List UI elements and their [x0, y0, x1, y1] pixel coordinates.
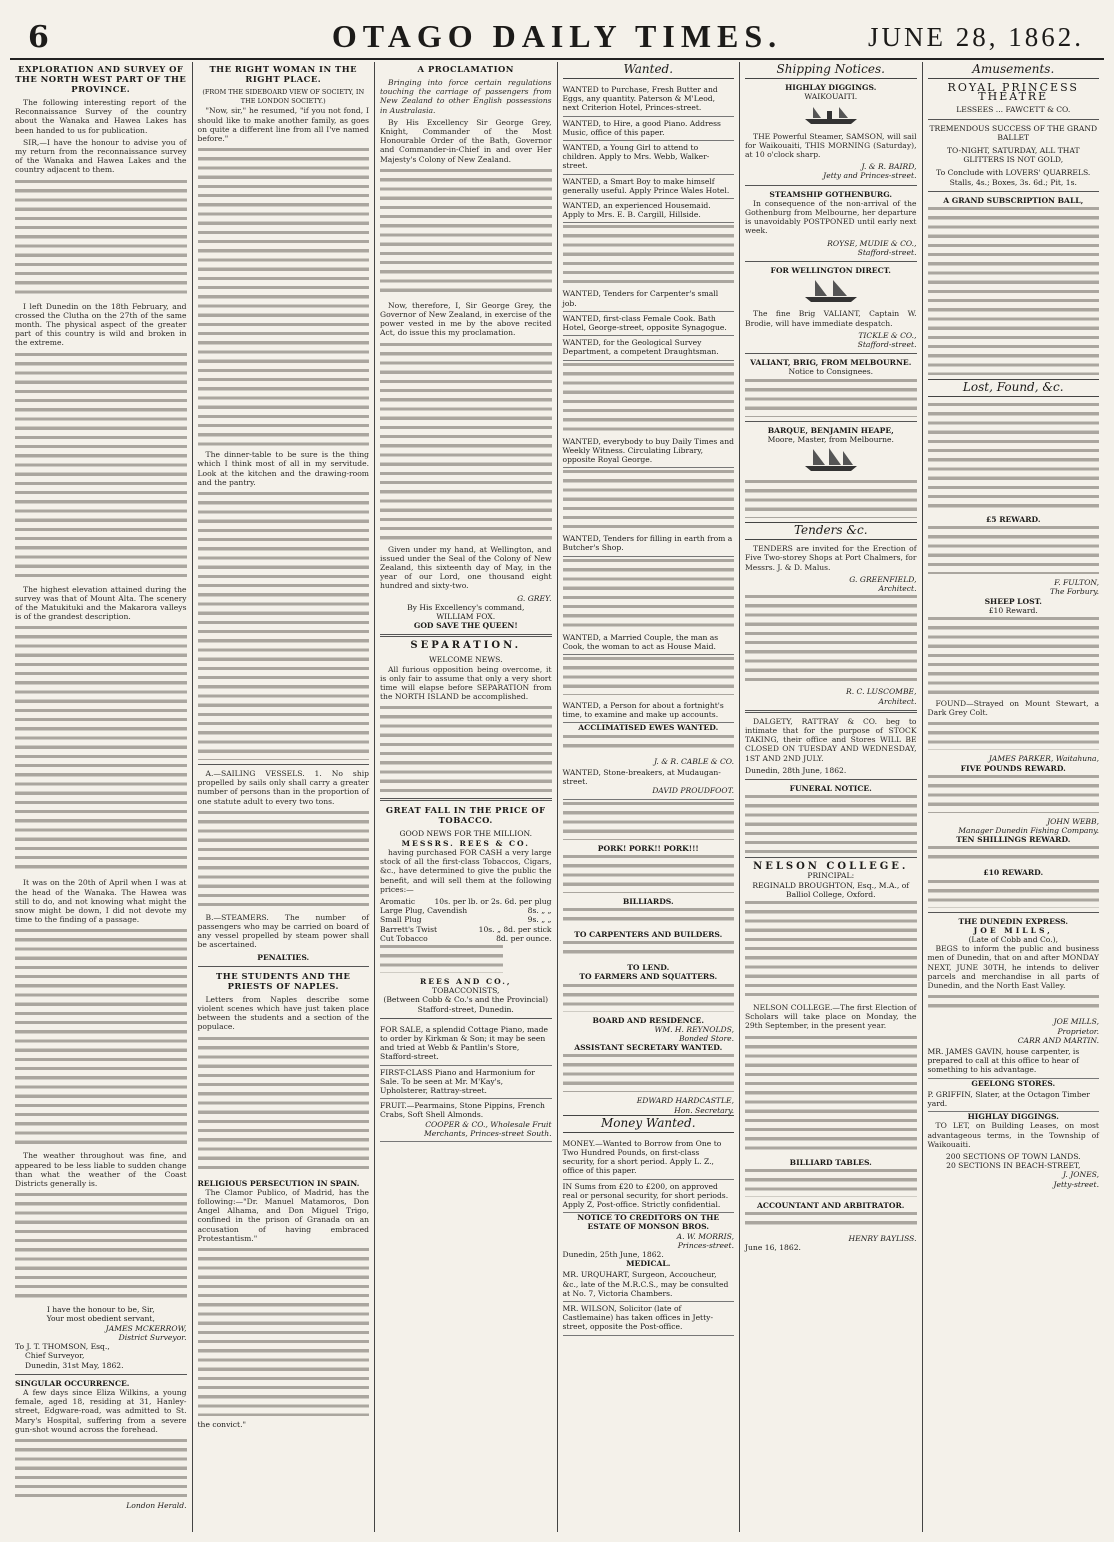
closing-line: Your most obedient servant,: [46, 1314, 155, 1324]
column-5: [740, 62, 923, 1532]
body-text-block: [928, 720, 1100, 750]
proclamation-body: Now, therefore, I, Sir George Grey, the Governor of New Zealand, in exercise of the power vested in me by the above recited Act, do issue this my proclamation.: [380, 300, 552, 338]
tobacco-sub: GOOD NEWS FOR THE MILLION.: [399, 829, 533, 839]
proclamation-given: Given under my hand, at Wellington, and issued under the Seal of the Colony of New Zealand, this sixteenth day of May, in the year of our Lord, one thousand eight hundred and sixty-two.: [380, 544, 552, 591]
separation-body: All furious opposition being overcome, it is only fair to assume that only a very short time will elapse before SEPARATION from the NORTH ISLAND be accomplished.: [380, 664, 552, 702]
body-text-block: [563, 557, 735, 627]
body-text-block: [380, 167, 552, 297]
wanted-ad: WANTED, a Person for about a fortnight's time, to examine and make up accounts.: [563, 699, 735, 723]
ad-subheading: WAIKOUAITI.: [804, 92, 858, 102]
body-text-block: [745, 478, 917, 518]
ad-heading: A GRAND SUBSCRIPTION BALL,: [943, 195, 1084, 205]
ad-heading: ASSISTANT SECRETARY WANTED.: [574, 1043, 723, 1053]
body-text-block: [15, 1437, 187, 1497]
ship-icon: [745, 104, 917, 128]
ad-subheading: Notice to Consignees.: [788, 367, 874, 377]
item-body: A few days since Eliza Wilkins, a young female, aged 18, residing at 31, Hanley-street, Edgware-road, was admitted to St. Mary's Hospital, suffering from a severe gun-shot wound across the forehead.: [15, 1387, 187, 1434]
ad-signature: J. & R. BAIRD,: [861, 162, 917, 172]
ad-heading: £5 REWARD.: [985, 515, 1041, 525]
ad-signature-role: Stafford-street.: [857, 247, 917, 257]
ad-signature-role: The Forbury.: [1050, 587, 1099, 597]
ad-signature: ROYSE, MUDIE & CO.,: [827, 238, 917, 248]
article-body: The Clamor Publico, of Madrid, has the following:—"Dr. Manuel Matamoros, Don Angel Alhama, and Don Miguel Trigo, confined in the prison of Granada on an accusation of having embraced Protestantism.": [197, 1187, 369, 1243]
body-text-block: [198, 1035, 370, 1175]
body-text-block: [563, 800, 735, 840]
section-tenders: Tenders &c.: [745, 522, 917, 540]
price-row: Aromatic 10s. per lb. or 2s. 6d. per plug: [380, 896, 552, 906]
body-text-block: [380, 341, 552, 541]
section-wanted: Wanted.: [563, 62, 735, 79]
ad-piano-harmonium: FIRST-CLASS Piano and Harmonium for Sale. To be seen at Mr. M'Kay's, Upholsterer, Rattray-street.: [380, 1066, 552, 1100]
tobacco-firm: MESSRS. REES & CO.: [401, 838, 530, 848]
body-text-block: [380, 943, 503, 973]
ship-ad: The fine Brig VALIANT, Captain W. Brodie, will have immediate despatch.: [745, 309, 917, 328]
money-ad: MONEY.—Wanted to Borrow from One to Two Hundred Pounds, on first-class security, for a short period. Apply L. Z., office of this paper.: [563, 1137, 735, 1180]
body-text-block: [745, 593, 917, 683]
ad-date: Dunedin, 25th June, 1862.: [562, 1249, 664, 1259]
wanted-ad: WANTED, a Married Couple, the man as Cook, the woman to act as House Maid.: [563, 631, 735, 655]
solicitor-ad: MR. WILSON, Solicitor (late of Castlemaine) has taken offices in Jetty-street, opposite the Post-office.: [563, 1302, 735, 1336]
penalties-heading: PENALTIES.: [257, 952, 310, 962]
ad-piano: FOR SALE, a splendid Cottage Piano, made to order by Kirkman & Son; it may be seen and tried at Webb & Pantlin's Store, Stafford-street.: [380, 1023, 552, 1066]
god-save-queen: GOD SAVE THE QUEEN!: [413, 621, 518, 631]
ad-signature: J. & R. CABLE & CO.: [653, 756, 734, 766]
body-text-block: [928, 993, 1100, 1013]
body-text-block: [198, 809, 370, 909]
body-text-block: [15, 178, 187, 298]
wanted-ad: WANTED, everybody to buy Daily Times and Weekly Witness. Circulating Library, opposite Royal George.: [563, 435, 735, 469]
article-body: "Now, sir," he resumed, "if you not fond, I should like to make another family, as goes on quite a different line from all I've named before.": [197, 106, 369, 144]
medical-ad: MR. URQUHART, Surgeon, Accoucheur, &c., late of the M.R.C.S., may be consulted at No. 7, Victoria Chambers.: [563, 1268, 735, 1302]
article-heading: THE STUDENTS AND THE PRIESTS OF NAPLES.: [216, 970, 351, 991]
to-let-ad: TO LET, on Building Leases, on most advantageous terms, in the Township of Waikouaiti.: [927, 1121, 1099, 1149]
ad-heading: FOR WELLINGTON DIRECT.: [770, 266, 891, 276]
tobacco-body: having purchased FOR CASH a very large stock of all the first-class Tobaccos, Cigars, &c., have determined to give the public the benefit, and will sell them at the following prices:—: [380, 847, 552, 894]
ad-signature: R. C. LUSCOMBE,: [846, 687, 917, 697]
ad-heading: FUNERAL NOTICE.: [789, 783, 872, 793]
wanted-ad: WANTED, an experienced Housemaid. Apply to Mrs. E. B. Cargill, Hillside.: [563, 199, 735, 223]
ad-heading: TO CARPENTERS AND BUILDERS.: [574, 929, 723, 939]
ad-heading: NELSON COLLEGE.: [753, 861, 909, 873]
section-shipping: Shipping Notices.: [745, 62, 917, 79]
wanted-ad: WANTED, Tenders for filling in earth from a Butcher's Shop.: [563, 532, 735, 556]
ad-signature-role: Stafford-street.: [857, 340, 917, 350]
newspaper-title: OTAGO DAILY TIMES.: [331, 18, 783, 54]
article-body: It was on the 20th of April when I was at the head of the Wanaka. The Hawea was still to do, and not knowing what might the snow might be down, I did not devote my time to the finding of a passage.: [15, 878, 187, 925]
ad-signature: JOE MILLS,: [1053, 1017, 1099, 1027]
body-text-block: [15, 927, 187, 1147]
express-body: BEGS to inform the public and business men of Dunedin, that on and after MONDAY NEXT, JUNE 30TH, he intends to deliver parcels and merchandise in all parts of Dunedin, and the North East Valley.: [927, 944, 1099, 991]
body-text-block: [563, 906, 735, 926]
success: TREMENDOUS SUCCESS OF THE GRAND BALLET: [929, 123, 1098, 142]
ad-heading: ACCOUNTANT AND ARBITRATOR.: [757, 1200, 905, 1210]
item-heading: SINGULAR OCCURRENCE.: [15, 1378, 130, 1388]
ad-date: June 16, 1862.: [745, 1243, 801, 1253]
ship-icon: [745, 278, 917, 306]
price-row: Small Plug 9s. „ „: [380, 915, 552, 925]
ad-signature-role: Jetty and Princes-street.: [823, 171, 917, 181]
body-text-block: [745, 377, 917, 417]
wanted-ad: WANTED, first-class Female Cook. Bath Hotel, George-street, opposite Synagogue.: [563, 312, 735, 336]
ad-signature: HENRY BAYLISS.: [848, 1233, 917, 1243]
body-text-block: [563, 468, 735, 528]
article-letter-open: SIR,—I have the honour to advise you of my return from the reconnaissance survey of the Wanaka and Hawea Lakes and the country adjacent to them.: [15, 137, 187, 175]
proclamation-signature: G. GREY.: [517, 593, 552, 603]
ad-heading: BARQUE, BENJAMIN HEAPE,: [767, 425, 894, 435]
article-heading: THE RIGHT WOMAN IN THE RIGHT PLACE.: [209, 64, 358, 84]
ad-subheading: £10 Reward.: [988, 605, 1038, 615]
ad-signature-role: Bonded Store.: [678, 1033, 734, 1043]
ad-signature-role: Manager Dunedin Fishing Company.: [958, 826, 1099, 836]
ad-subheading: PRINCIPAL:: [807, 871, 855, 881]
dalgety-date: Dunedin, 28th June, 1862.: [745, 765, 847, 775]
body-text-block: [198, 1246, 370, 1416]
ad-signature: JAMES PARKER, Waitahuna,: [988, 754, 1099, 764]
tonight: TO-NIGHT, SATURDAY, ALL THAT GLITTERS IS NOT GOLD,: [946, 146, 1080, 165]
body-text-block: [198, 146, 370, 446]
article-subheading: (FROM THE SIDEBOARD VIEW OF SOCIETY, IN THE LONDON SOCIETY.): [202, 88, 365, 106]
money-ad: IN Sums from £20 to £200, on approved real or personal security, for short periods. Apply Z, Post-office. Strictly confidential.: [563, 1180, 735, 1214]
griffin-ad: P. GRIFFIN, Slater, at the Octagon Timber yard.: [928, 1088, 1100, 1112]
section-lost-found: Lost, Found, &c.: [928, 379, 1100, 397]
proclamation-body: By His Excellency Sir George Grey, Knight, Commander of the Most Honourable Order of the Bath, Governor and Commander-in-Chief in and over Her Majesty's Colony of New Zealand.: [380, 117, 552, 164]
ad-heading: PORK! PORK!! PORK!!!: [597, 843, 699, 853]
columns: [10, 62, 1104, 1532]
article-heading: A PROCLAMATION: [417, 64, 514, 74]
article-intro: The following interesting report of the Reconnaissance Survey of the country about the Wanaka and Hawea Lakes has been handed to us for publication.: [15, 98, 187, 135]
ship-icon: [745, 447, 917, 475]
issue-date: JUNE 28, 1862.: [868, 22, 1084, 52]
price-row: Barrett's Twist 10s. „ 8d. per stick: [380, 924, 552, 934]
dalgety-notice: DALGETY, RATTRAY & CO. beg to intimate that for the purpose of STOCK TAKING, their office and Stores WILL BE CLOSED ON TUESDAY AND WEDNESDAY, 1ST AND 2ND JULY.: [745, 716, 917, 763]
ad-heading: VALIANT, BRIG, FROM MELBOURNE.: [750, 358, 912, 368]
prices: Stalls, 4s.; Boxes, 3s. 6d.; Pit, 1s.: [949, 177, 1077, 187]
ad-heading: £10 REWARD.: [983, 868, 1044, 878]
ad-heading: NOTICE TO CREDITORS ON THE ESTATE OF MONSON BROS.: [577, 1213, 720, 1232]
ad-heading: SHEEP LOST.: [984, 596, 1042, 606]
wanted-ad: WANTED, a Young Girl to attend to children. Apply to Mrs. Webb, Walker-street.: [563, 141, 735, 175]
tobacco-firm-2: REES AND CO.,: [419, 976, 512, 986]
article-body: The dinner-table to be sure is the thing which I think most of all in my servitude. Look at the kitchen and the drawing-room and the pantry.: [197, 450, 369, 487]
ad-heading: MEDICAL.: [626, 1259, 671, 1269]
ad-subheading: (Late of Cobb and Co.),: [968, 935, 1059, 945]
masthead: [10, 14, 1104, 60]
ship-ad: In consequence of the non-arrival of the Gothenburg from Melbourne, her departure is unavoidably POSTPONED until early next week.: [745, 198, 917, 236]
page-number: 6: [28, 20, 49, 55]
ad-signature: G. GREENFIELD,: [849, 574, 917, 584]
wanted-ad: WANTED, for the Geological Survey Department, a competent Draughtsman.: [563, 336, 735, 360]
tobacco-role: TOBACCONISTS,: [432, 986, 500, 996]
article-body: A.—SAILING VESSELS. 1. No ship propelled by sails only shall carry a greater number of persons than in the proportion of one statute adult to every two tons.: [197, 769, 369, 806]
ad-heading: BILLIARDS.: [622, 896, 674, 906]
article-end: the convict.": [197, 1420, 246, 1430]
place-date: Dunedin, 31st May, 1862.: [25, 1360, 124, 1370]
wanted-ad: WANTED, a Smart Boy to make himself generally useful. Apply Prince Wales Hotel.: [563, 175, 735, 199]
tender-ad: TENDERS are invited for the Erection of Five Two-storey Shops at Port Chalmers, for Messrs. J. & D. Malus.: [745, 544, 917, 572]
conclude: To Conclude with LOVERS' QUARRELS.: [936, 168, 1091, 178]
found-ad: FOUND—Strayed on Mount Stewart, a Dark Grey Colt.: [927, 699, 1099, 718]
ad-signature: WM. H. REYNOLDS,: [654, 1024, 734, 1034]
body-text-block: [198, 490, 370, 760]
gavin-ad: MR. JAMES GAVIN, house carpenter, is prepared to call at this office to hear of something to his advantage.: [928, 1045, 1100, 1079]
body-text-block: [563, 361, 735, 431]
ad-heading: JOE MILLS,: [973, 925, 1053, 935]
body-text-block: [928, 524, 1100, 574]
ad-heading: HIGHLAY DIGGINGS.: [785, 83, 877, 92]
tobacco-address: (Between Cobb & Co.'s and the Provincial) Stafford-street, Dunedin.: [383, 995, 549, 1014]
item-source: London Herald.: [126, 1500, 187, 1510]
ad-signature-role: Hon. Secretary.: [674, 1105, 734, 1115]
ad-heading: TEN SHILLINGS REWARD.: [956, 835, 1071, 845]
price-row: Large Plug, Cavendish 8s. „ „: [380, 906, 552, 916]
ad-signature-role: Jetty-street.: [1053, 1179, 1099, 1189]
article-body: The highest elevation attained during the survey was that of Mount Alta. The scenery of the Matukituki and the Makarora valleys is of the grandest description.: [15, 584, 187, 622]
body-text-block: [745, 793, 917, 853]
column-1: [10, 62, 193, 1532]
ad-heading: STEAMSHIP GOTHENBURG.: [769, 189, 893, 199]
ad-heading: GEELONG STORES.: [971, 1078, 1056, 1088]
separation-heading: SEPARATION.: [410, 640, 522, 652]
wanted-ad: WANTED, Stone-breakers, at Mudaugan-street. DAVID PROUDFOOT.: [563, 766, 735, 800]
ad-signature: A. W. MORRIS,: [676, 1231, 734, 1241]
body-text-block: [928, 205, 1100, 375]
proclamation-sub: Bringing into force certain regulations touching the carriage of passengers from New Zealand to other English possessions in Australasia.: [380, 78, 552, 115]
body-text-block: [563, 1052, 735, 1092]
article-body: Letters from Naples describe some violent scenes which have just taken place between the students and a section of the populace.: [197, 994, 369, 1032]
ad-fruit: FRUIT.—Pearmains, Stone Pippins, French Crabs, Soft Shell Almonds. COOPER & CO., Wholesale Fruit Merchants, Princes-street South.: [380, 1099, 552, 1142]
body-text-block: [380, 704, 552, 794]
signatory: JAMES MCKERROW,: [105, 1323, 187, 1333]
column-3: [375, 62, 558, 1532]
ad-signature: JOHN WEBB,: [1047, 816, 1099, 826]
article-body: B.—STEAMERS. The number of passengers who may be carried on board of any vessel propelled by steam power shall be ascertained.: [197, 912, 369, 950]
signatory-role: District Surveyor.: [118, 1332, 187, 1342]
tobacco-heading: GREAT FALL IN THE PRICE OF TOBACCO.: [385, 805, 546, 826]
ad-heading: TO FARMERS AND SQUATTERS.: [579, 972, 718, 982]
body-text-block: [928, 773, 1100, 813]
separation-sub: WELCOME NEWS.: [429, 655, 503, 665]
by-command: By His Excellency's command,: [407, 602, 525, 612]
ad-signature-role: Proprietor.: [1057, 1026, 1099, 1036]
ad-heading: TO LEND.: [627, 963, 670, 973]
column-6: [923, 62, 1105, 1532]
price-row: Cut Tobacco 8d. per ounce.: [380, 933, 552, 943]
ad-heading: BILLIARD TABLES.: [789, 1157, 872, 1167]
lessees: LESSEES ... FAWCETT & CO.: [956, 105, 1071, 115]
body-text-block: [15, 624, 187, 874]
ad-heading: THE DUNEDIN EXPRESS.: [958, 916, 1069, 926]
body-text-block: [15, 351, 187, 581]
section-amusements: Amusements.: [928, 62, 1100, 79]
closing-line: I have the honour to be, Sir,: [46, 1305, 155, 1315]
body-text-block: [928, 844, 1100, 864]
body-text-block: [928, 401, 1100, 511]
ad-signature: J. JONES,: [1062, 1170, 1099, 1180]
ad-heading: HIGHLAY DIGGINGS.: [967, 1112, 1059, 1122]
column-2: [193, 62, 376, 1532]
ad-signature: CARR AND MARTIN.: [1017, 1035, 1099, 1045]
body-text-block: [928, 615, 1100, 695]
body-text-block: [563, 733, 735, 753]
addressee: To J. T. THOMSON, Esq.,: [15, 1342, 110, 1352]
body-text-block: [563, 223, 735, 283]
body-text-block: [928, 878, 1100, 908]
article-body: The weather throughout was fine, and appeared to be less liable to sudden change than what the weather of the Coast Districts generally is.: [15, 1151, 187, 1189]
principal-name: REGINALD BROUGHTON, Esq., M.A., of Balliol College, Oxford.: [752, 880, 910, 899]
ad-signature: EDWARD HARDCASTLE,: [636, 1096, 734, 1106]
ad-signature-role: Princes-street.: [677, 1240, 734, 1250]
sections: 200 SECTIONS OF TOWN LANDS.: [945, 1151, 1081, 1161]
body-text-block: [563, 853, 735, 893]
addressee-role: Chief Surveyor,: [25, 1351, 85, 1361]
body-text-block: [745, 899, 917, 999]
ad-signature: TICKLE & CO.,: [858, 330, 917, 340]
article-body: I left Dunedin on the 18th February, and crossed the Clutha on the 27th of the same month. The physical aspect of the greater part of this country is wild and broken in the extreme.: [15, 301, 187, 348]
section-money-wanted: Money Wanted.: [563, 1115, 735, 1133]
ad-heading: ACCLIMATISED EWES WANTED.: [578, 723, 719, 733]
ad-signature-role: Architect.: [878, 584, 917, 594]
wanted-ad: WANTED, to Hire, a good Piano. Address Music, office of this paper.: [563, 117, 735, 141]
article-heading: RELIGIOUS PERSECUTION IN SPAIN.: [197, 1178, 360, 1188]
ad-heading: BOARD AND RESIDENCE.: [592, 1015, 705, 1025]
theatre-title: ROYAL PRINCESS THEATRE: [947, 81, 1079, 104]
nelson-notice: NELSON COLLEGE.—The first Election of Scholars will take place on Monday, the 29th September, in the present year.: [745, 1002, 917, 1031]
ad-signature: F. FULTON,: [1054, 578, 1099, 588]
wanted-ad: WANTED to Purchase, Fresh Butter and Eggs, any quantity. Paterson & M'Leod, next Criterion Hotel, Princes-street.: [563, 83, 735, 117]
wanted-ad: WANTED, Tenders for Carpenter's small job.: [563, 287, 735, 311]
column-4: [558, 62, 741, 1532]
ship-ad: THE Powerful Steamer, SAMSON, will sail for Waikouaiti, THIS MORNING (Saturday), at 10 o'clock sharp.: [745, 131, 917, 160]
minister: WILLIAM FOX.: [436, 612, 496, 622]
body-text-block: [15, 1191, 187, 1301]
body-text-block: [745, 1167, 917, 1197]
article-heading: EXPLORATION AND SURVEY OF THE NORTH WEST PART OF THE PROVINCE.: [15, 64, 187, 94]
ad-heading: FIVE POUNDS REWARD.: [960, 763, 1066, 773]
body-text-block: [563, 982, 735, 1012]
body-text-block: [745, 1034, 917, 1154]
body-text-block: [745, 1210, 917, 1230]
body-text-block: [563, 939, 735, 959]
ad-signature-role: Architect.: [878, 696, 917, 706]
sections-2: 20 SECTIONS IN BEACH-STREET,: [946, 1161, 1081, 1171]
ad-subheading: Moore, Master, from Melbourne.: [767, 434, 894, 444]
body-text-block: [563, 655, 735, 695]
price-list: [380, 897, 552, 943]
